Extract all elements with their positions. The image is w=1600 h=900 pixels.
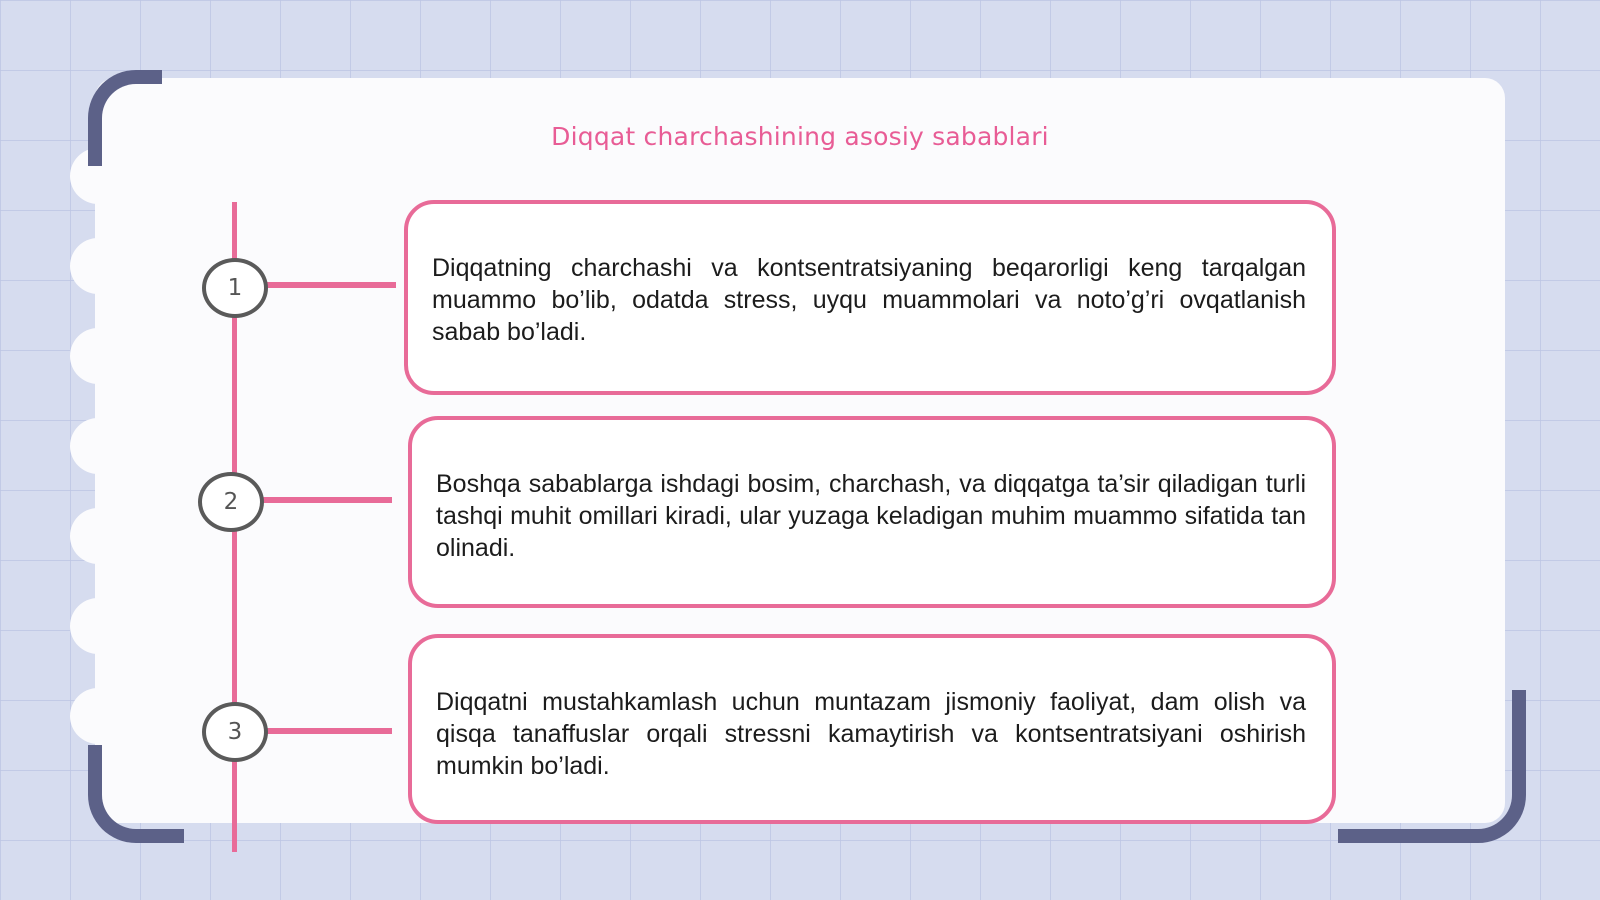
timeline-connector-1 (264, 282, 396, 288)
step-card-1 (404, 200, 1336, 395)
step-number-3: 3 (202, 702, 268, 762)
timeline-connector-2 (262, 497, 392, 503)
paper-scallop (70, 508, 126, 564)
paper-scallop (70, 688, 126, 744)
step-text-1: Diqqatning charchashi va kontsentratsiyaning beqarorligi keng tarqalgan muammo bo’lib, odatda stress, uyqu muammolari va noto’g’ri ovqatlanish sabab bo’ladi. (432, 254, 1306, 346)
step-text-3: Diqqatni mustahkamlash uchun muntazam jismoniy faoliyat, dam olish va qisqa tanaffuslar orqali stressni kamaytirish va kontsentratsiyani oshirish mumkin bo’ladi. (436, 688, 1306, 780)
corner-bracket-bottom-right (1338, 690, 1526, 843)
step-number-2: 2 (198, 472, 264, 532)
timeline-connector-3 (264, 728, 392, 734)
corner-bracket-bottom-left (88, 745, 184, 843)
step-card-2 (408, 416, 1336, 608)
step-number-1: 1 (202, 258, 268, 318)
step-text-2: Boshqa sabablarga ishdagi bosim, charchash, va diqqatga ta’sir qiladigan turli tashqi muhit omillari kiradi, ular yuzaga keladigan muhim muammo sifatida tan olinadi. (436, 470, 1306, 562)
step-card-3 (408, 634, 1336, 824)
paper-scallop (70, 328, 126, 384)
paper-scallop (70, 238, 126, 294)
slide-title: Diqqat charchashining asosiy sabablari (551, 122, 1049, 151)
paper-scallop (70, 418, 126, 474)
paper-scallop (70, 598, 126, 654)
